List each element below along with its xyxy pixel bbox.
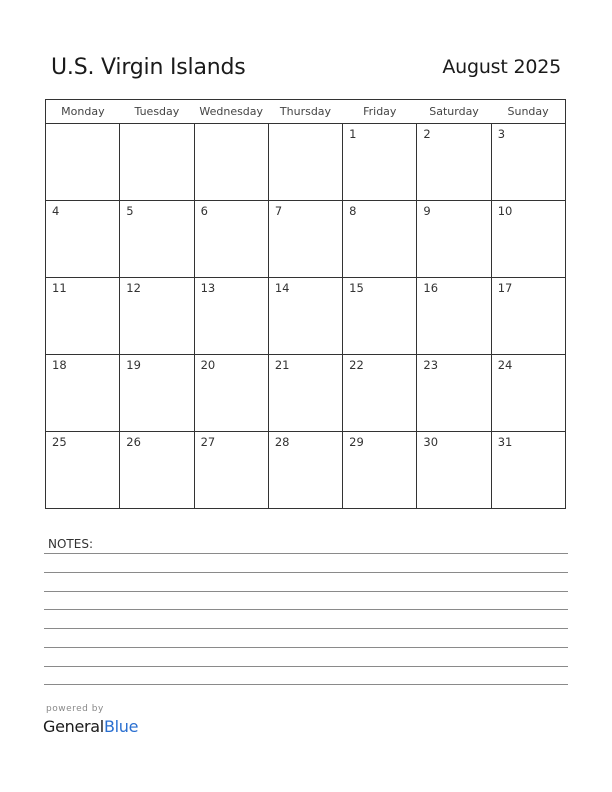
day-cell [268, 355, 342, 432]
weekday-header-row [46, 100, 566, 124]
notes-line [44, 609, 568, 610]
day-number: 14 [274, 281, 290, 295]
day-number: 1 [349, 127, 357, 141]
day-number: 16 [423, 281, 439, 295]
notes-line [44, 628, 568, 629]
day-cell [46, 201, 120, 278]
notes-line [44, 553, 568, 554]
day-number: 10 [497, 204, 513, 218]
calendar-title: U.S. Virgin Islands [51, 55, 246, 80]
calendar-grid [45, 99, 566, 509]
day-number: 25 [52, 435, 67, 449]
day-number: 6 [200, 204, 208, 218]
day-number: 8 [349, 204, 357, 218]
logo-text-blue: Blue [103, 717, 139, 736]
day-number: 18 [52, 358, 67, 372]
day-cell [120, 355, 194, 432]
day-number: 27 [200, 435, 216, 449]
day-cell [194, 278, 268, 355]
day-cell [120, 124, 194, 201]
day-cell [46, 355, 120, 432]
day-cell [268, 124, 342, 201]
powered-by-label: powered by [46, 704, 104, 714]
day-cell [343, 278, 417, 355]
day-number: 2 [423, 127, 431, 141]
day-number: 12 [126, 281, 141, 295]
week-row [46, 432, 566, 509]
week-row [46, 124, 566, 201]
day-number: 22 [349, 358, 364, 372]
day-cell [120, 278, 194, 355]
week-row [46, 278, 566, 355]
notes-line [44, 591, 568, 592]
day-number: 28 [274, 435, 290, 449]
day-number: 5 [126, 204, 134, 218]
weekday-header: Friday [343, 100, 417, 124]
notes-line [44, 684, 568, 685]
weekday-header: Tuesday [120, 100, 194, 124]
weekday-header: Monday [46, 100, 120, 124]
day-cell [194, 432, 268, 509]
day-cell [417, 201, 491, 278]
day-cell [491, 124, 565, 201]
day-cell [343, 124, 417, 201]
day-number [120, 124, 193, 127]
day-cell [343, 201, 417, 278]
day-number: 30 [423, 435, 439, 449]
notes-line [44, 647, 568, 648]
weekday-header: Thursday [268, 100, 342, 124]
day-cell [268, 201, 342, 278]
day-cell [417, 278, 491, 355]
day-number [46, 124, 119, 127]
day-cell [46, 278, 120, 355]
generalblue-logo[interactable] [43, 717, 138, 736]
day-number [269, 124, 342, 127]
day-number: 15 [349, 281, 364, 295]
day-number: 3 [497, 127, 506, 141]
day-number: 31 [497, 435, 513, 449]
day-cell [120, 201, 194, 278]
day-cell [417, 355, 491, 432]
day-cell [343, 355, 417, 432]
day-cell [194, 124, 268, 201]
day-number [195, 124, 268, 127]
day-number: 7 [274, 204, 283, 218]
day-cell [491, 355, 565, 432]
week-row [46, 355, 566, 432]
day-number: 17 [497, 281, 513, 295]
notes-label: NOTES: [48, 537, 93, 551]
day-cell [46, 124, 120, 201]
notes-line [44, 666, 568, 667]
day-cell [417, 124, 491, 201]
weekday-header: Wednesday [194, 100, 268, 124]
day-cell [343, 432, 417, 509]
day-number: 9 [423, 204, 431, 218]
day-cell [268, 432, 342, 509]
day-number: 11 [52, 281, 67, 295]
day-number: 4 [52, 204, 60, 218]
day-number: 20 [200, 358, 216, 372]
day-number: 13 [200, 281, 216, 295]
day-number: 21 [274, 358, 290, 372]
day-cell [417, 432, 491, 509]
day-number: 24 [497, 358, 513, 372]
week-row [46, 201, 566, 278]
day-cell [194, 355, 268, 432]
month-label: August 2025 [442, 56, 561, 78]
notes-line [44, 572, 568, 573]
day-number: 26 [126, 435, 141, 449]
day-cell [491, 201, 565, 278]
day-cell [46, 432, 120, 509]
weekday-header: Sunday [491, 100, 565, 124]
day-cell [120, 432, 194, 509]
day-number: 23 [423, 358, 439, 372]
day-number: 29 [349, 435, 364, 449]
logo-text-general: General [43, 717, 104, 736]
weekday-header: Saturday [417, 100, 491, 124]
day-cell [194, 201, 268, 278]
day-number: 19 [126, 358, 141, 372]
day-cell [268, 278, 342, 355]
day-cell [491, 278, 565, 355]
day-cell [491, 432, 565, 509]
